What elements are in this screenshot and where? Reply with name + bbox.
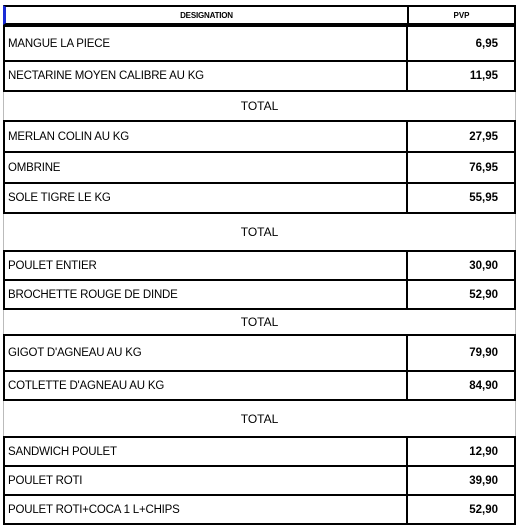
item-price: 76,95 (469, 161, 498, 174)
item-name: POULET ENTIER (5, 252, 408, 279)
total-row: TOTAL (3, 92, 516, 120)
item-name: NECTARINE MOYEN CALIBRE AU KG (5, 62, 408, 90)
item-name: POULET ROTI (5, 467, 408, 494)
table-row (3, 182, 516, 214)
table-row (3, 250, 516, 281)
table-row (3, 494, 516, 525)
total-row: TOTAL (3, 214, 516, 250)
table-row (3, 60, 516, 92)
item-price: 6,95 (475, 37, 498, 50)
table-row (3, 436, 516, 467)
item-name: GIGOT D'AGNEAU AU KG (5, 336, 408, 370)
item-name: BROCHETTE ROUGE DE DINDE (5, 281, 408, 308)
table-row (3, 25, 516, 62)
item-name: COTLETTE D'AGNEAU AU KG (5, 372, 408, 399)
item-name: SANDWICH POULET (5, 438, 408, 465)
item-name: MERLAN COLIN AU KG (5, 122, 408, 151)
item-name: SOLE TIGRE LE KG (5, 184, 408, 212)
item-name: OMBRINE (5, 153, 408, 182)
item-price: 52,90 (469, 503, 498, 516)
total-row: TOTAL (3, 401, 516, 436)
table-header (3, 5, 516, 25)
item-price: 27,95 (469, 130, 498, 143)
item-price: 11,95 (469, 70, 498, 82)
item-name: POULET ROTI+COCA 1 L+CHIPS (5, 496, 408, 523)
table-row (3, 120, 516, 153)
table-row (3, 279, 516, 310)
item-price: 12,90 (469, 445, 498, 458)
item-price: 52,90 (469, 288, 498, 301)
pvp-header: PVP (453, 10, 470, 20)
item-price: 55,95 (469, 192, 498, 204)
item-price: 30,90 (469, 259, 498, 272)
item-price: 79,90 (469, 347, 498, 359)
table-row (3, 465, 516, 496)
table-row (3, 151, 516, 184)
item-price: 84,90 (469, 379, 498, 392)
table-row (3, 370, 516, 401)
table-row (3, 334, 516, 372)
total-row: TOTAL (3, 310, 516, 334)
item-price: 39,90 (469, 474, 498, 487)
designation-header: DESIGNATION (6, 7, 409, 23)
item-name: MANGUE LA PIECE (5, 27, 408, 60)
